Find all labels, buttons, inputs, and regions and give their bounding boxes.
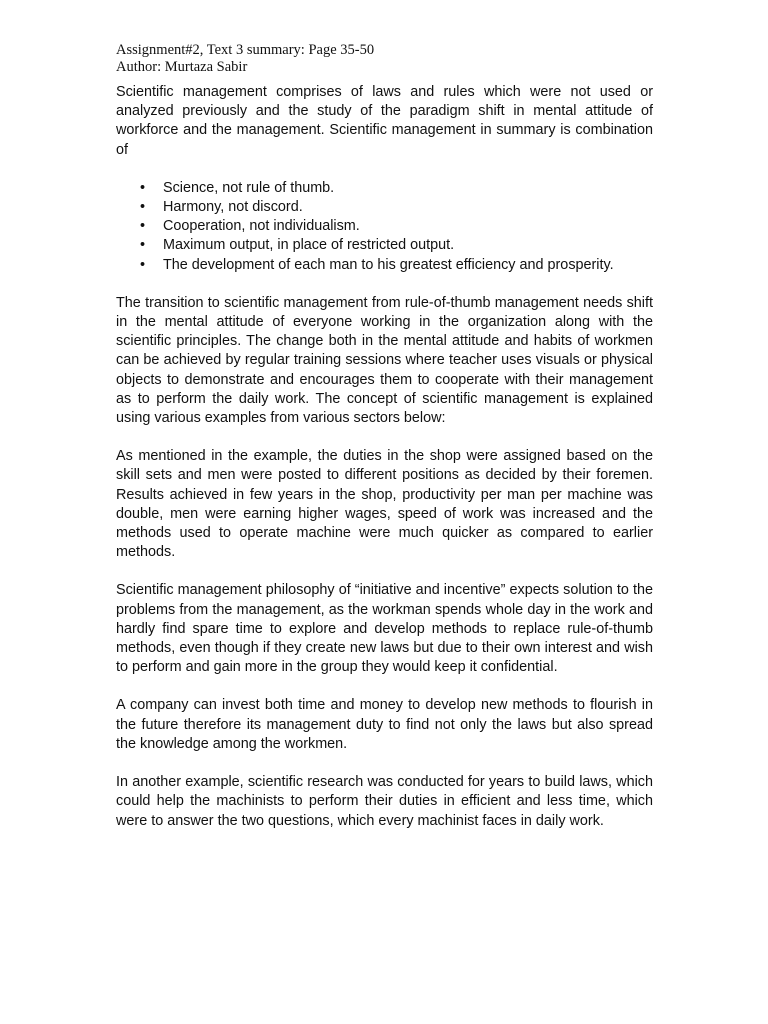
bullet-icon: • — [140, 237, 146, 254]
bullet-icon: • — [140, 218, 146, 235]
list-item-text: The development of each man to his greatest efficiency and prosperity. — [163, 256, 614, 273]
list-item-text: Maximum output, in place of restricted output. — [163, 237, 455, 254]
list-item — [116, 198, 653, 217]
document-header — [116, 42, 653, 76]
assignment-title: Assignment#2, Text 3 summary: Page 35-50 — [116, 42, 375, 58]
initiative-incentive-paragraph: Scientific management philosophy of “initiative and incentive” expects solution to the problems from the management, as the workman spends whole day in the work and hardly find spare time to explore and develop methods to replace rule-of-thumb methods, even though if they create new laws but due to their own interest and wish to perform and gain more in the group they would keep it confidential. — [116, 582, 653, 676]
list-item — [116, 217, 653, 236]
research-example-paragraph: In another example, scientific research was conducted for years to build laws, which could help the machinists to perform their duties in efficient and less time, which were to answer the two questions, which every machinist faces in daily work. — [116, 774, 653, 829]
bullet-icon: • — [140, 179, 146, 196]
bullet-icon: • — [140, 199, 146, 216]
list-item — [116, 256, 653, 275]
document-page — [116, 42, 653, 850]
list-item-text: Cooperation, not individualism. — [163, 218, 360, 235]
list-item-text: Harmony, not discord. — [163, 199, 303, 216]
transition-paragraph: The transition to scientific management from rule-of-thumb management needs shift in the mental attitude of everyone working in the organization along with the scientific principles. The change both in the mental attitude and habits of workmen can be achieved by regular training sessions where teacher uses visuals or physical objects to demonstrate and encourages them to cooperate with their management as to perform the daily work. The concept of scientific management is explained using various examples from various sectors below: — [116, 294, 653, 427]
list-item — [116, 179, 653, 198]
company-investment-paragraph: A company can invest both time and money to develop new methods to flourish in the future therefore its management duty to find not only the laws but also spread the knowledge among the workmen. — [116, 697, 653, 752]
intro-paragraph: Scientific management comprises of laws and rules which were not used or analyzed previously and the study of the paradigm shift in mental attitude of workforce and the management. Scientific management in summary is combination of — [116, 84, 653, 158]
author-line: Author: Murtaza Sabir — [116, 59, 248, 75]
list-item — [116, 236, 653, 255]
bullet-icon: • — [140, 256, 146, 273]
principles-list — [116, 179, 653, 275]
list-item-text: Science, not rule of thumb. — [163, 179, 335, 196]
shop-example-paragraph: As mentioned in the example, the duties in the shop were assigned based on the skill sets and men were posted to different positions as decided by their foremen. Results achieved in few years in the shop, productivity per man per machine was double, men were earning higher wages, speed of work was increased and the methods used to operate machine were much quicker as compared to earlier methods. — [116, 448, 653, 561]
